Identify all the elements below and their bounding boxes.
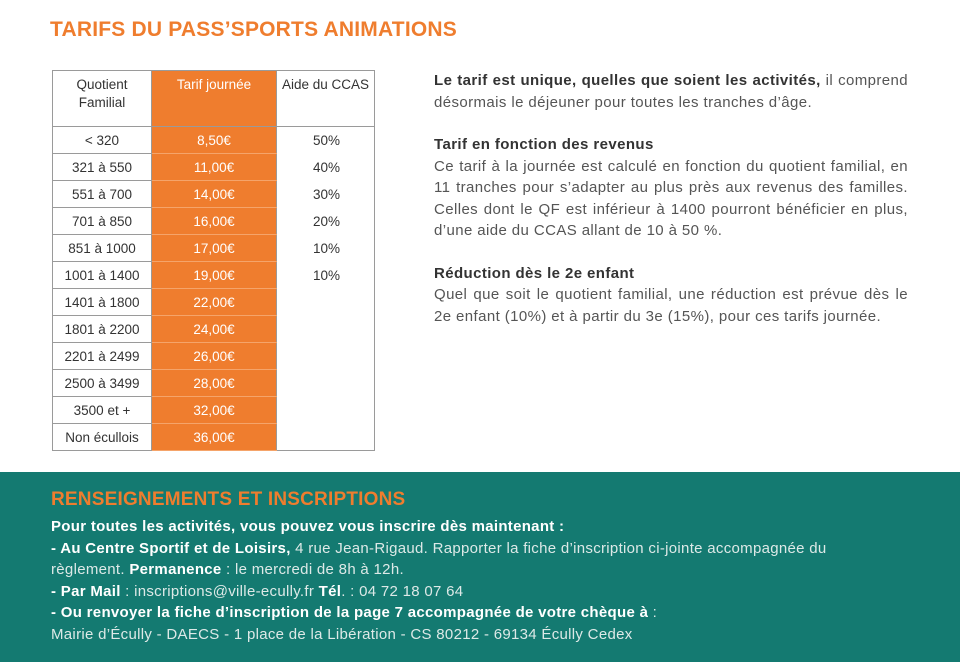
contact-l2-text2: : le mercredi de 8h à 12h. [221,561,404,578]
contact-phone: . : 04 72 18 07 64 [341,582,464,600]
contact-l1-text: 4 rue Jean-Rigaud. Rapporter la fiche d’inscription ci-jointe accompagnée du [290,539,827,557]
info-text [434,70,908,348]
tarif-cell: 17,00€ [152,235,277,262]
qf-cell: 2201 à 2499 [53,343,152,370]
contact-line-2 [51,559,931,581]
qf-cell: 2500 à 3499 [53,370,152,397]
table-row [53,397,375,424]
contact-l1-bold: - Au Centre Sportif et de Loisirs, [51,539,291,557]
table-row [53,262,375,289]
contact-line-1 [51,538,931,560]
section-title-revenus: Tarif en fonction des revenus [434,136,654,153]
contact-lines [51,516,931,645]
aide-cell: 40% [277,154,375,181]
tarif-cell: 22,00€ [152,289,277,316]
contact-l3-bold2: Tél [318,582,342,600]
section-text-revenus: Ce tarif à la journée est calculé en fonction du quotient familial, en 11 tranches pour s’adapter au plus près aux revenus des familles. Celles dont le QF est inférieur à 1400 pourront bénéficier en plus, d’une aide du CCAS allant de 10 à 50 %. [434,157,908,239]
aide-cell: 20% [277,208,375,235]
contact-band [0,472,960,662]
table-row [53,154,375,181]
contact-address: Mairie d’Écully - DAECS - 1 place de la Libération - CS 80212 - 69134 Écully Cedex [51,625,633,643]
tarif-cell: 19,00€ [152,262,277,289]
tarif-cell: 28,00€ [152,370,277,397]
contact-l2-text: règlement. [51,561,130,578]
qf-cell: 3500 et + [53,397,152,424]
contact-intro [51,516,931,538]
info-paragraph-3 [434,263,908,328]
info-paragraph-2 [434,134,908,242]
table-row [53,316,375,343]
contact-l3-bold: - Par Mail [51,582,121,600]
table-row [53,235,375,262]
tarifs-table [52,70,375,451]
contact-intro-text: Pour toutes les activités, vous pouvez vous inscrire dès maintenant : [51,518,565,535]
header-tarif-journee: Tarif journée [152,71,277,127]
header-aide-ccas: Aide du CCAS [277,71,375,127]
table-row [53,181,375,208]
contact-l4-text: : [648,604,658,621]
aide-cell: 30% [277,181,375,208]
tarif-cell: 8,50€ [152,127,277,154]
section-text-reduction: Quel que soit le quotient familial, une réduction est prévue dès le 2e enfant (10%) et à partir du 3e (15%), pour ces tarifs journée. [434,286,908,325]
header-quotient-familial: Quotient Familial [53,71,152,127]
qf-cell: 851 à 1000 [53,235,152,262]
qf-cell: < 320 [53,127,152,154]
tarif-cell: 24,00€ [152,316,277,343]
aide-cell [277,370,375,397]
aide-cell: 50% [277,127,375,154]
tarif-cell: 26,00€ [152,343,277,370]
aide-cell [277,316,375,343]
contact-line-4 [51,602,931,624]
aide-cell [277,289,375,316]
aide-cell [277,343,375,370]
aide-cell: 10% [277,235,375,262]
qf-cell: 701 à 850 [53,208,152,235]
tarif-cell: 36,00€ [152,424,277,451]
aide-cell [277,424,375,451]
contact-email[interactable]: : inscriptions@ville-ecully.fr [120,582,319,600]
table-row [53,370,375,397]
qf-cell: Non écullois [53,424,152,451]
qf-cell: 1401 à 1800 [53,289,152,316]
contact-title: RENSEIGNEMENTS ET INSCRIPTIONS [51,489,406,510]
page-title: TARIFS DU PASS’SPORTS ANIMATIONS [50,18,457,41]
table-row [53,127,375,154]
tarif-cell: 32,00€ [152,397,277,424]
contact-line-3 [51,581,931,603]
info-p1-bold: Le tarif est unique, quelles que soient les activités, [434,72,821,89]
table-header-row [53,71,375,127]
tarif-cell: 11,00€ [152,154,277,181]
contact-line-5 [51,624,931,646]
table-row [53,424,375,451]
table-row [53,208,375,235]
qf-cell: 1801 à 2200 [53,316,152,343]
aide-cell [277,397,375,424]
table-row [53,289,375,316]
contact-l2-bold: Permanence [129,561,222,578]
info-paragraph-1 [434,70,908,113]
section-title-reduction: Réduction dès le 2e enfant [434,264,635,282]
qf-cell: 1001 à 1400 [53,262,152,289]
qf-cell: 321 à 550 [53,154,152,181]
qf-cell: 551 à 700 [53,181,152,208]
tarif-cell: 16,00€ [152,208,277,235]
aide-cell: 10% [277,262,375,289]
tarif-cell: 14,00€ [152,181,277,208]
contact-l4-bold: - Ou renvoyer la fiche d’inscription de la page 7 accompagnée de votre chèque à [51,604,649,621]
table-row [53,343,375,370]
info-p1-text: il comprend désormais le déjeuner pour toutes les tranches d’âge. [434,72,908,111]
